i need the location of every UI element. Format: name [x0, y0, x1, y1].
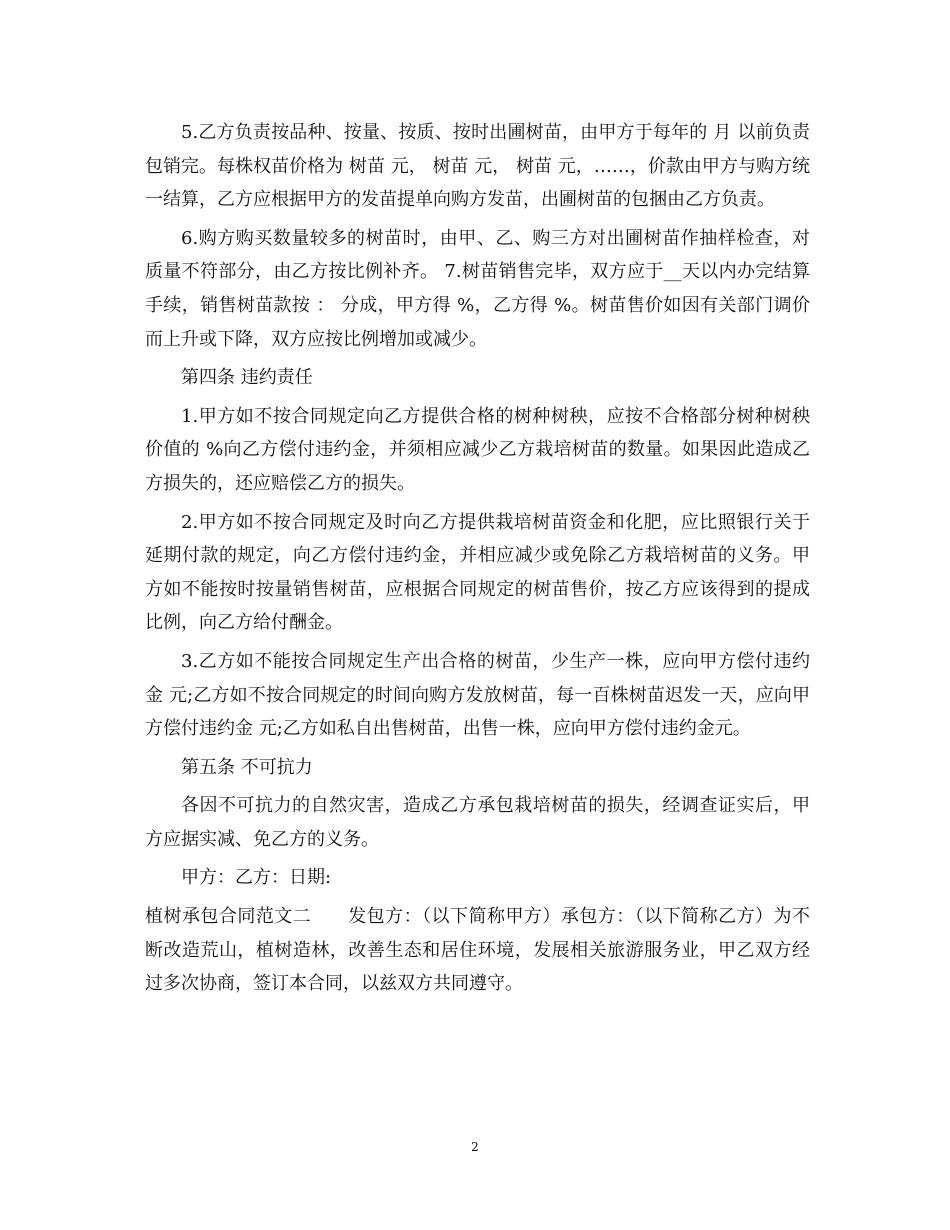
article-5-heading: 第五条 不可抗力 [181, 756, 313, 778]
sample-contract-2-intro: 植树承包合同范文二 发包方：（以下简称甲方）承包方：（以下简称乙方）为不断改造荒山，植树造林，改善生态和居住环境，发展相关旅游服务业，甲乙双方经过多次协商，签订本合同，以兹双方共同遵守。 [145, 906, 810, 995]
signature-line: 甲方：乙方：日期: [181, 867, 332, 889]
clause-5-paragraph: 5.乙方负责按品种、按量、按质、按时出圃树苗，由甲方于每年的 月 以前负责包销完。每株权苗价格为 树苗 元， 树苗 元， 树苗 元，……，价款由甲方与购方统一结算，乙方应根据甲方的发苗提单向购方发苗，出圃树苗的包捆由乙方负责。 [145, 122, 810, 211]
page-number: 2 [471, 1140, 479, 1154]
breach-clause-3-paragraph: 3.乙方如不能按合同规定生产出合格的树苗，少生产一株，应向甲方偿付违约金 元;乙方如不按合同规定的时间向购方发放树苗，每一百株树苗迟发一天，应向甲方偿付违约金 元;乙方如私自出售树苗，出售一株，应向甲方偿付违约金元。 [145, 650, 810, 740]
document-body [145, 116, 810, 1001]
clause-6-7-paragraph: 6.购方购买数量较多的树苗时，由甲、乙、购三方对出圃树苗作抽样检查，对质量不符部分，由乙方按比例补齐。 7.树苗销售完毕，双方应于__天以内办完结算手续，销售树苗款按 ： 分成，甲方得 %，乙方得 %。树苗售价如因有关部门调价而上升或下降，双方应按比例增加或减少。 [145, 227, 810, 350]
article-4-heading: 第四条 违约责任 [181, 367, 313, 389]
force-majeure-paragraph: 各因不可抗力的自然灾害，造成乙方承包栽培树苗的损失，经调查证实后，甲方应据实减、免乙方的义务。 [145, 795, 810, 850]
breach-clause-1-paragraph: 1.甲方如不按合同规定向乙方提供合格的树种树秧，应按不合格部分树种树秧价值的 %向乙方偿付违约金，并须相应减少乙方栽培树苗的数量。如果因此造成乙方损失的，还应赔偿乙方的损失。 [145, 405, 810, 494]
breach-clause-2-paragraph: 2.甲方如不按合同规定及时向乙方提供栽培树苗资金和化肥，应比照银行关于延期付款的规定，向乙方偿付违约金，并相应减少或免除乙方栽培树苗的义务。甲方如不能按时按量销售树苗，应根据合同规定的树苗售价，按乙方应该得到的提成比例，向乙方给付酬金。 [145, 511, 810, 634]
